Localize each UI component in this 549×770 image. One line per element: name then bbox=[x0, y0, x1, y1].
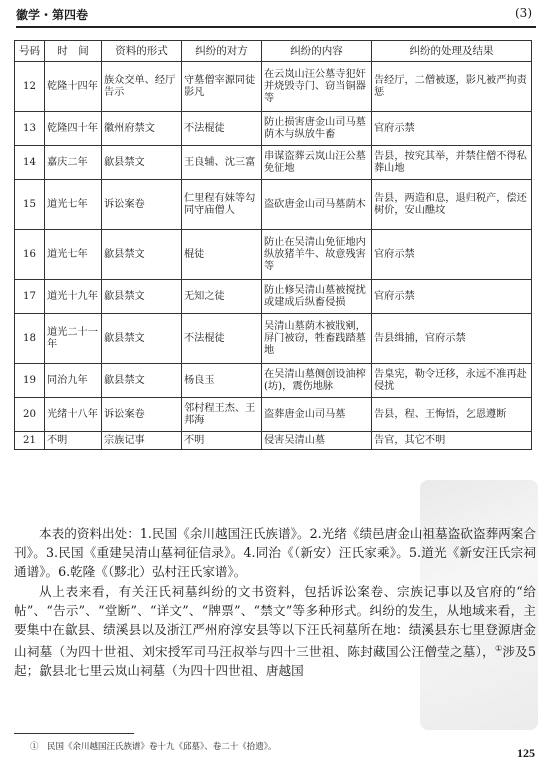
table-row bbox=[15, 364, 532, 398]
table-cell: 防止在吴清山免征地内纵放猪羊牛、故意残害等 bbox=[262, 230, 372, 280]
column-header: 纠纷的内容 bbox=[262, 41, 372, 62]
table-cell: 乾隆四十年 bbox=[45, 112, 102, 146]
table-cell: 嘉庆二年 bbox=[45, 146, 102, 180]
table-cell: 族众交单、经厅告示 bbox=[102, 62, 182, 112]
table-cell: 道光七年 bbox=[45, 230, 102, 280]
table-cell: 诉讼案卷 bbox=[102, 180, 182, 230]
table-cell: 光绪十八年 bbox=[45, 398, 102, 432]
table-cell: 歙县禁文 bbox=[102, 280, 182, 314]
footnote-rule bbox=[14, 733, 134, 734]
table-cell: 17 bbox=[15, 280, 45, 314]
table-cell: 歙县禁文 bbox=[102, 364, 182, 398]
table-cell: 串谋盗葬云岚山汪公墓免征地 bbox=[262, 146, 372, 180]
footnote-marker[interactable]: ① bbox=[494, 644, 503, 653]
running-header bbox=[16, 6, 536, 24]
table-cell: 13 bbox=[15, 112, 45, 146]
column-header: 时 间 bbox=[45, 41, 102, 62]
table-cell: 不法棍徒 bbox=[182, 112, 262, 146]
table-cell: 同治九年 bbox=[45, 364, 102, 398]
table-cell: 歙县禁文 bbox=[102, 314, 182, 364]
dispute-table bbox=[14, 40, 532, 450]
table-cell: 不明 bbox=[45, 432, 102, 450]
table-cell: 不法棍徒 bbox=[182, 314, 262, 364]
column-header: 纠纷的对方 bbox=[182, 41, 262, 62]
table-cell: 王良辅、沈三富 bbox=[182, 146, 262, 180]
table-cell: 道光十九年 bbox=[45, 280, 102, 314]
table-header-row bbox=[15, 41, 532, 62]
footnote: ① 民国《余川越国汪氏族谱》卷十九《邱墓》、卷二十《拾遗》。 bbox=[30, 742, 277, 752]
table-row bbox=[15, 146, 532, 180]
table-cell: 官府示禁 bbox=[372, 230, 532, 280]
journal-title: 徽学・第四卷 bbox=[16, 8, 89, 22]
table-cell: 道光二十一年 bbox=[45, 314, 102, 364]
table-cell: 官府示禁 bbox=[372, 280, 532, 314]
table-cell: 盗砍唐金山司马墓荫木 bbox=[262, 180, 372, 230]
table-row bbox=[15, 280, 532, 314]
table-cell: 防止损害唐金山司马墓荫木与纵放牛畜 bbox=[262, 112, 372, 146]
analysis-paragraph bbox=[14, 582, 536, 680]
page-number: 125 bbox=[517, 746, 535, 760]
table-cell: 杨良玉 bbox=[182, 364, 262, 398]
table-cell: 告县，按究其举，并禁住僧不得私葬山地 bbox=[372, 146, 532, 180]
table-cell: 防止修吴清山墓被搅扰或建成后纵畜侵损 bbox=[262, 280, 372, 314]
table-cell: 18 bbox=[15, 314, 45, 364]
table-cell: 14 bbox=[15, 146, 45, 180]
table-row bbox=[15, 230, 532, 280]
column-header: 号码 bbox=[15, 41, 45, 62]
table-cell: 21 bbox=[15, 432, 45, 450]
table-cell: 诉讼案卷 bbox=[102, 398, 182, 432]
table-cell: 侵害吴清山墓 bbox=[262, 432, 372, 450]
table-cell: 无知之徒 bbox=[182, 280, 262, 314]
column-header: 资料的形式 bbox=[102, 41, 182, 62]
header-rule bbox=[16, 26, 536, 28]
table-cell: 官府示禁 bbox=[372, 112, 532, 146]
table-cell: 乾隆十四年 bbox=[45, 62, 102, 112]
table-row bbox=[15, 180, 532, 230]
table-cell: 告县，两造和息，退归税产，偿还树价，安山醮坟 bbox=[372, 180, 532, 230]
table-cell: 20 bbox=[15, 398, 45, 432]
table-cell: 邻村程王杰、王邦海 bbox=[182, 398, 262, 432]
table-cell: 16 bbox=[15, 230, 45, 280]
table-row bbox=[15, 432, 532, 450]
table-cell: 告官，其它不明 bbox=[372, 432, 532, 450]
table-cell: 徽州府禁文 bbox=[102, 112, 182, 146]
table-row bbox=[15, 112, 532, 146]
table-cell: 告县，程、王悔悟，乞恩遵断 bbox=[372, 398, 532, 432]
sources-paragraph: 本表的资料出处：1.民国《余川越国汪氏族谱》。2.光绪《绩邑唐金山祖墓盗砍盗葬两案合刊》。3.民国《重建吴清山墓祠征信录》。4.同治《（新安）汪氏家乘》。5.道光《新安汪氏宗祠通谱》。6.乾隆《（黟北）弘村汪氏家谱》。 bbox=[14, 526, 536, 579]
analysis-text: 从上表来看，有关汪氏祠墓纠纷的文书资料，包括诉讼案卷、宗族记事以及官府的“给帖”、“告示”、“堂断”、“详文”、“牌票”、“禁文”等多种形式。纠纷的发生，从地域来看，主要集中在歙县、绩溪县以及浙江严州府淳安县等以下汪氏祠墓所在地：绩溪县东七里登源唐金山祠墓（为四十世祖、刘宋授军司马汪叔举与四十三世祖、陈封藏国公汪僧莹之墓）， bbox=[14, 584, 536, 660]
table-cell: 歙县禁文 bbox=[102, 146, 182, 180]
table-cell: 宗族记事 bbox=[102, 432, 182, 450]
table-cell: 在云岚山汪公墓寺犯奸并烧毁寺门、窃当铜器等 bbox=[262, 62, 372, 112]
table-cell: 告经厅，二僧被逐，影凡被严拘责惩 bbox=[372, 62, 532, 112]
table-cell: 在吴清山墓侧创设油榨(坊)，震伤地脉 bbox=[262, 364, 372, 398]
table-row bbox=[15, 398, 532, 432]
table-cell: 吴清山墓荫木被戕剜，屏门被窃，牲畜践踏墓地 bbox=[262, 314, 372, 364]
table-cell: 歙县禁文 bbox=[102, 230, 182, 280]
table-cell: 道光七年 bbox=[45, 180, 102, 230]
analysis-text-continued: 涉及5起；歙县北七里云岚山祠墓（为四十四世祖、唐越国 bbox=[14, 644, 537, 679]
column-header: 纠纷的处理及结果 bbox=[372, 41, 532, 62]
table-row bbox=[15, 62, 532, 112]
table-cell: 盗葬唐金山司马墓 bbox=[262, 398, 372, 432]
table-cell: 告臬宪，勒令迁移，永远不准再赴侵扰 bbox=[372, 364, 532, 398]
table-row bbox=[15, 314, 532, 364]
table-cell: 12 bbox=[15, 62, 45, 112]
table-cell: 不明 bbox=[182, 432, 262, 450]
table-cell: 守墓僧宰源同徒影凡 bbox=[182, 62, 262, 112]
table-cell: 棍徒 bbox=[182, 230, 262, 280]
table-cell: 15 bbox=[15, 180, 45, 230]
table-cell: 19 bbox=[15, 364, 45, 398]
table-cell: 仁里程有妹等勾同守庙僧人 bbox=[182, 180, 262, 230]
issue-number: (3) bbox=[515, 6, 532, 20]
table-cell: 告县缉捕，官府示禁 bbox=[372, 314, 532, 364]
